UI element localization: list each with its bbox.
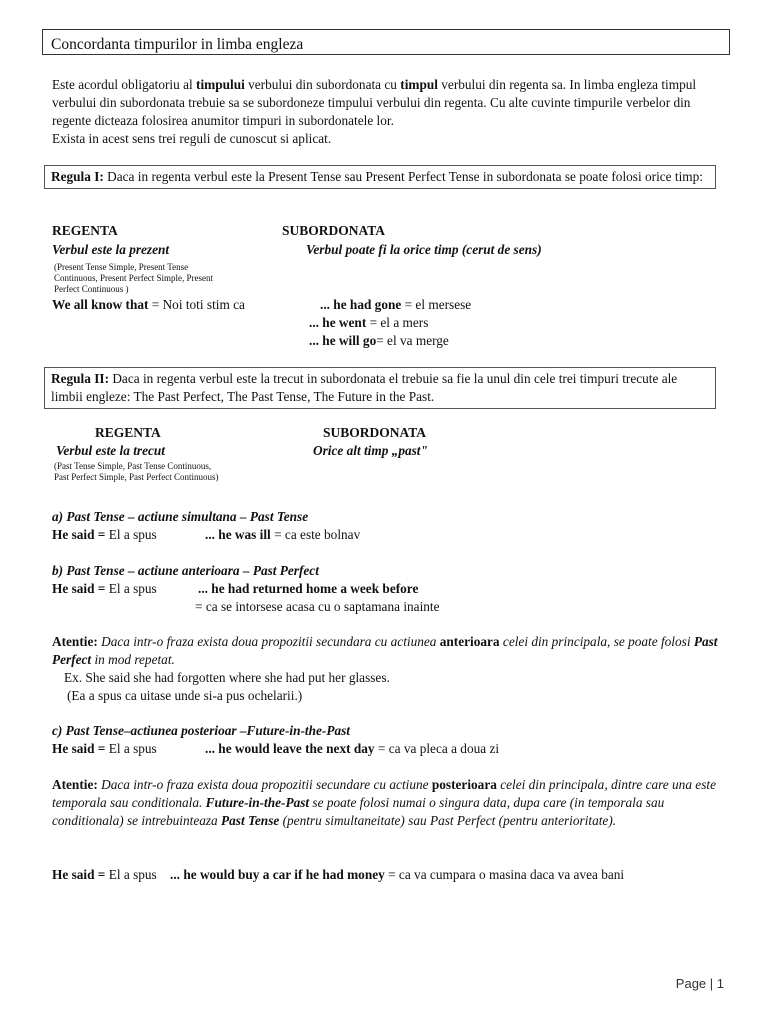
subordonata-heading: SUBORDONATA xyxy=(323,425,427,440)
example-bold: ... he will go xyxy=(309,333,377,348)
said-bold: He said = xyxy=(52,527,106,542)
example-main-bold: We all know that xyxy=(52,297,149,312)
intro-bold-2: timpul xyxy=(400,77,438,92)
example-text: = el mersese xyxy=(401,297,472,312)
example-bold: ... he went xyxy=(309,315,367,330)
rule-2-box xyxy=(44,367,716,409)
clause-bold: ... he was ill xyxy=(205,527,271,542)
section-c-heading: c) Past Tense–actiunea posterioar –Future-in-the-Past xyxy=(52,723,350,738)
example-line-2 xyxy=(309,314,428,332)
atentie-1-translation: (Ea a spus ca uitase unde si-a pus ochelarii.) xyxy=(67,688,303,703)
atentie-label: Atentie: xyxy=(52,777,98,792)
atentie-label: Atentie: xyxy=(52,634,98,649)
section-b-clause: ... he had returned home a week before xyxy=(198,581,419,596)
subordonata-heading: SUBORDONATA xyxy=(282,223,386,238)
example-main-text: = Noi toti stim ca xyxy=(148,297,245,312)
atentie-bold: Past Perfect xyxy=(52,634,718,667)
clause-bold: ... he would leave the next day xyxy=(205,741,375,756)
example-text: = el a mers xyxy=(366,315,429,330)
intro-text: verbului din regenta sa. In limba engleza timpul verbului din subordonata trebuie sa se subordoneze timpului verbului din regenta. Cu alte cuvinte timpurile verbelor din regente dicteaza folosirea anumitor timpuri in subordonatele lor. xyxy=(52,77,697,128)
clause-text: = ca va pleca a doua zi xyxy=(374,741,500,756)
section-b-heading: b) Past Tense – actiune anterioara – Past Perfect xyxy=(52,563,319,578)
atentie-1-paragraph xyxy=(52,633,728,669)
atentie-text: se poate folosi numai o singura data, dupa care (in temporala sau conditionala) se intrebuinteaza xyxy=(52,795,665,828)
clause-text: = ca va cumpara o masina daca va avea bani xyxy=(384,867,625,882)
regenta-subheading: Verbul este la prezent xyxy=(52,242,170,257)
atentie-bold: Future-in-the-Past xyxy=(205,795,310,810)
atentie-text: Daca intr-o fraza exista doua propozitii secundara cu actiunea xyxy=(97,634,440,649)
section-c-example xyxy=(52,740,157,758)
example-main xyxy=(52,296,245,314)
said-bold: He said = xyxy=(52,581,106,596)
said-text: El a spus xyxy=(105,741,157,756)
intro-bold-1: timpului xyxy=(196,77,245,92)
rule-2-text: Daca in regenta verbul este la trecut in subordonata el trebuie sa fie la unul din cele trei timpuri trecute ale limbii engleze: The Past Perfect, The Past Tense, The Future in the Past. xyxy=(51,371,678,404)
said-text: El a spus xyxy=(105,527,157,542)
final-example xyxy=(52,866,712,884)
section-a-clause xyxy=(205,526,360,544)
said-bold: He said = xyxy=(52,741,106,756)
atentie-1-example: Ex. She said she had forgotten where she had put her glasses. xyxy=(64,670,390,685)
said-text: El a spus xyxy=(105,867,157,882)
rule-1-label: Regula I: xyxy=(51,169,104,184)
section-c-clause xyxy=(205,740,499,758)
regenta-heading: REGENTA xyxy=(95,425,161,440)
example-line-3 xyxy=(309,332,449,350)
tense-note: (Present Tense Simple, Present Tense Continuous, Present Perfect Simple, Present Perfect Continuous ) xyxy=(54,262,213,294)
atentie-2-paragraph xyxy=(52,776,728,830)
intro-text: verbului din subordonata cu xyxy=(244,77,401,92)
document-title xyxy=(42,29,730,55)
subordonata-subheading: Verbul poate fi la orice timp (cerut de sens) xyxy=(306,242,542,257)
rule-2-label: Regula II: xyxy=(51,371,109,386)
atentie-bold: anterioara xyxy=(439,634,500,649)
clause-bold: ... he would buy a car if he had money xyxy=(170,867,385,882)
said-bold: He said = xyxy=(52,867,106,882)
intro-text: Este acordul obligatoriu al xyxy=(52,77,197,92)
atentie-bold: posterioara xyxy=(431,777,497,792)
intro-text: Exista in acest sens trei reguli de cunoscut si aplicat. xyxy=(52,131,332,146)
rule-1-box xyxy=(44,165,716,189)
rule-1-text: Daca in regenta verbul este la Present Tense sau Present Perfect Tense in subordonata se poate folosi orice timp: xyxy=(103,169,703,184)
atentie-text: celei din principala, se poate folosi xyxy=(499,634,694,649)
section-a-heading: a) Past Tense – actiune simultana – Past Tense xyxy=(52,509,309,524)
page-number: Page | 1 xyxy=(675,976,724,991)
atentie-text: celei din principala, dintre care una este temporala sau conditionala. xyxy=(52,777,716,810)
example-text: = el va merge xyxy=(376,333,449,348)
regenta-heading: REGENTA xyxy=(52,223,118,238)
regenta-subheading: Verbul este la trecut xyxy=(56,443,165,458)
clause-text: = ca este bolnav xyxy=(270,527,361,542)
atentie-text: in mod repetat. xyxy=(91,652,175,667)
section-b-example xyxy=(52,580,157,598)
title-text: Concordanta timpurilor in limba engleza xyxy=(51,36,304,53)
section-b-translation: = ca se intorsese acasa cu o saptamana inainte xyxy=(195,599,440,614)
subordonata-subheading: Orice alt timp „past" xyxy=(313,443,428,458)
example-line-1 xyxy=(320,296,471,314)
atentie-text: (pentru simultaneitate) sau Past Perfect (pentru anterioritate). xyxy=(279,813,617,828)
example-bold: ... he had gone xyxy=(320,297,402,312)
said-text: El a spus xyxy=(105,581,157,596)
atentie-bold: Past Tense xyxy=(221,813,280,828)
section-a-example xyxy=(52,526,157,544)
intro-paragraph xyxy=(52,76,732,148)
atentie-text: Daca intr-o fraza exista doua propozitii secundare cu actiune xyxy=(97,777,432,792)
tense-note: (Past Tense Simple, Past Tense Continuous, Past Perfect Simple, Past Perfect Continuous) xyxy=(54,461,219,482)
